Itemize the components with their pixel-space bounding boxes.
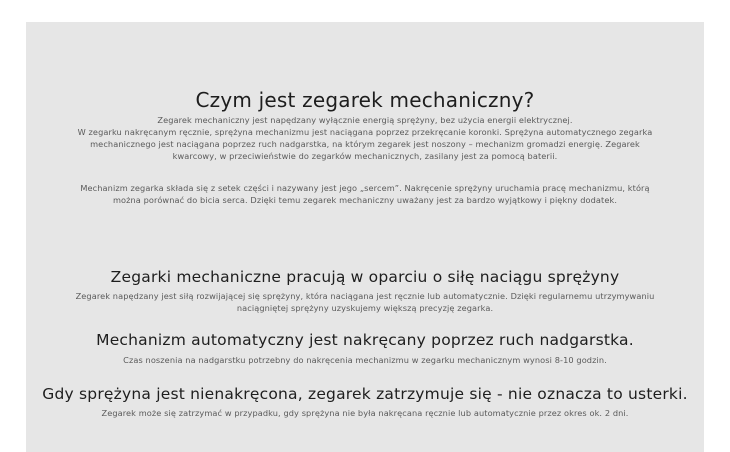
intro-line: kwarcowy, w przeciwieństwie do zegarków mechanicznych, zasilany jest za pomocą baterii. <box>172 151 558 161</box>
mechanism-line: można porównać do bicia serca. Dzięki temu zegarek mechaniczny uważany jest za bardzo wyjątkowy i piękny dodatek. <box>112 195 618 205</box>
intro-line: mechanicznego jest naciągana poprzez ruch nadgarstka, na którym zegarek jest noszony – mechanizm gromadzi energię. Zegarek <box>90 139 640 149</box>
section-line: Czas noszenia na nadgarstku potrzebny do nakręcenia mechanizmu w zegarku mechanicznym wynosi 8-10 godzin. <box>123 355 607 365</box>
section-line: naciągniętej sprężyny uzyskujemy większą precyzję zegarka. <box>236 303 494 313</box>
content-panel <box>26 22 704 452</box>
intro-line: W zegarku nakręcanym ręcznie, sprężyna mechanizmu jest naciągana poprzez przekręcanie koronki. Sprężyna automatycznego zegarka <box>77 127 653 137</box>
intro-paragraph <box>26 114 704 162</box>
mechanism-line: Mechanizm zegarka składa się z setek części i nazywany jest jego „sercem”. Nakręcenie sprężyny uruchamia pracę mechanizmu, którą <box>80 183 650 193</box>
section-text-unwound <box>26 407 704 419</box>
section-heading-spring-force: Zegarki mechaniczne pracują w oparciu o siłę naciągu sprężyny <box>110 268 620 286</box>
section-line: Zegarek napędzany jest siłą rozwijającej się sprężyny, która naciągana jest ręcznie lub automatycznie. Dzięki regularnemu utrzymywaniu <box>75 291 655 301</box>
mechanism-paragraph <box>26 182 704 206</box>
section-text-automatic <box>26 354 704 366</box>
section-text-spring-force <box>26 290 704 314</box>
section-heading-unwound: Gdy sprężyna jest nienakręcona, zegarek zatrzymuje się - nie oznacza to usterki. <box>42 385 688 403</box>
section-line: Zegarek może się zatrzymać w przypadku, gdy sprężyna nie była nakręcana ręcznie lub automatycznie przez okres ok. 2 dni. <box>101 408 629 418</box>
section-heading-automatic: Mechanizm automatyczny jest nakręcany poprzez ruch nadgarstka. <box>96 331 634 349</box>
intro-line: Zegarek mechaniczny jest napędzany wyłącznie energią sprężyny, bez użycia energii elektrycznej. <box>157 115 573 125</box>
page-title: Czym jest zegarek mechaniczny? <box>195 88 535 112</box>
